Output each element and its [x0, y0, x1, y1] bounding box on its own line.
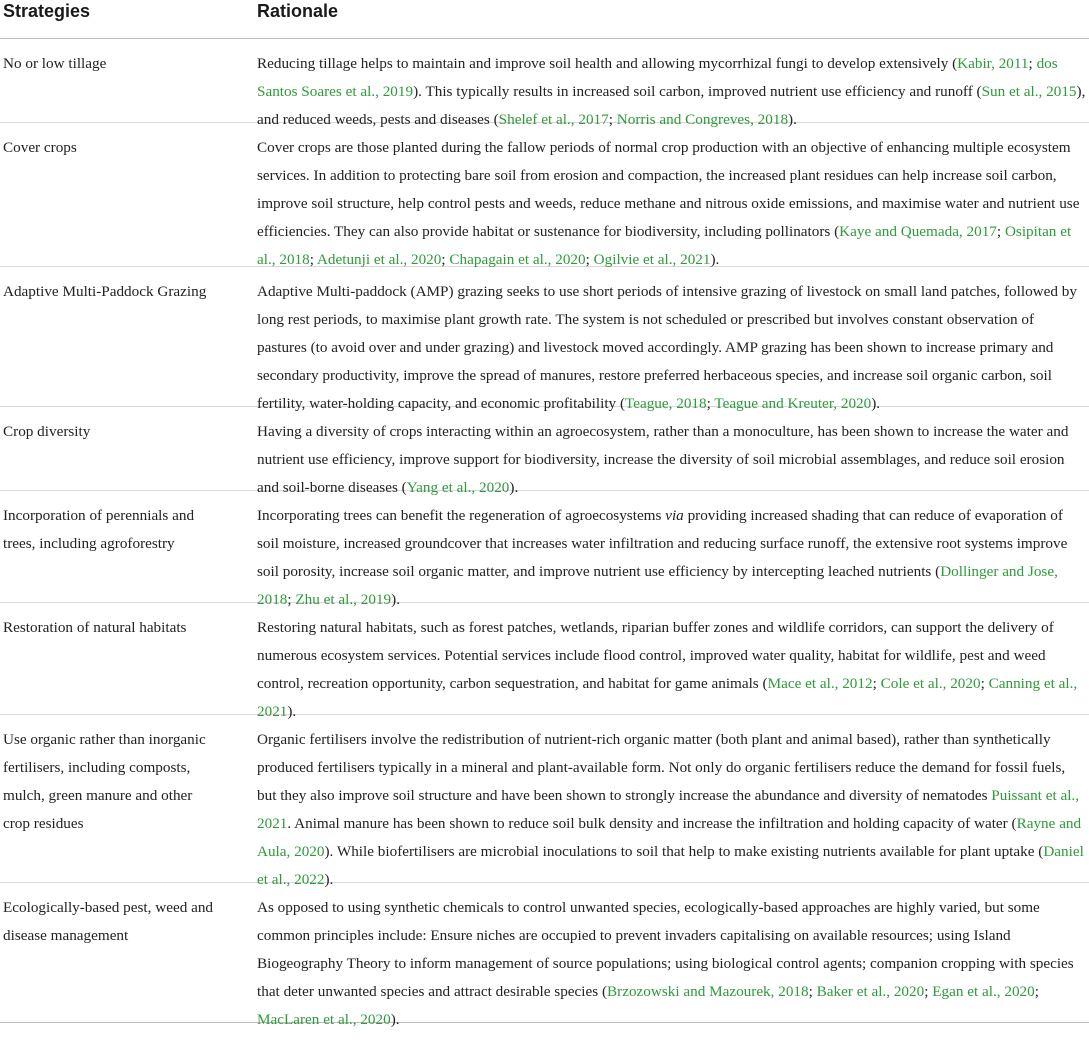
citation-link[interactable]: Yang et al., 2020 — [406, 479, 510, 496]
citation-link[interactable]: Brzozowski and Mazourek, 2018 — [607, 983, 809, 1000]
rationale-text: ), and reduced weeds, pests and diseases ( — [257, 83, 1086, 128]
citation-link[interactable]: Cole et al., 2020 — [880, 675, 981, 692]
rationale-text: ; — [585, 251, 594, 268]
rationale-cell — [257, 614, 1087, 720]
table-row — [0, 407, 1089, 496]
citation-link[interactable]: Adetunji et al., 2020 — [316, 251, 442, 268]
citation-link[interactable]: Norris and Congreves, 2018 — [616, 111, 789, 128]
citation-link[interactable]: Zhu et al., 2019 — [295, 591, 392, 608]
table-row — [0, 267, 1089, 412]
rationale-text: ). While biofertilisers are microbial inoculations to soil that help to make existing nutrients available for plant uptake ( — [324, 843, 1044, 860]
strategy-cell: Cover crops — [3, 139, 77, 156]
citation-link[interactable]: Puissant et al., 2021 — [257, 787, 1080, 832]
citation-link[interactable]: Chapagain et al., 2020 — [449, 251, 586, 268]
rationale-text: ; — [1034, 983, 1039, 1000]
header-strategies: Strategies — [3, 1, 91, 21]
table-body — [0, 39, 1089, 1028]
citation-link[interactable]: Osipitan et al., 2018 — [257, 223, 1072, 268]
rationale-cell — [257, 502, 1087, 608]
rationale-text: ; — [1028, 55, 1037, 72]
table-row — [0, 123, 1089, 267]
rationale-cell — [257, 50, 1087, 128]
strategy-cell: Adaptive Multi-Paddock Grazing — [3, 283, 207, 300]
rationale-text: ; — [980, 675, 989, 692]
rationale-text: Reducing tillage helps to maintain and improve soil health and allowing mycorrhizal fungi to develop extensively ( — [257, 55, 958, 72]
citation-link[interactable]: Mace et al., 2012 — [767, 675, 873, 692]
table-row — [0, 715, 1089, 888]
citation-link[interactable]: Kaye and Quemada, 2017 — [839, 223, 997, 240]
citation-link[interactable]: Rayne and Aula, 2020 — [257, 815, 1082, 860]
rationale-cell — [257, 894, 1087, 1028]
strategy-cell: Ecologically-based pest, weed and disease management — [3, 899, 214, 944]
rationale-text: Organic fertilisers involve the redistribution of nutrient-rich organic matter (both plant and animal based), rather than synthetically produced fertilisers typically in a mineral and plant-available form. Not only do organic fertilisers reduce the demand for fossil fuels, but they also improve soil structure and have been shown to strongly increase the abundance and diversity of nematodes — [257, 731, 1066, 804]
citation-link[interactable]: Sun et al., 2015 — [981, 83, 1077, 100]
citation-link[interactable]: MacLaren et al., 2020 — [257, 1011, 391, 1028]
citation-link[interactable]: Teague and Kreuter, 2020 — [714, 395, 872, 412]
rationale-text: ). — [788, 111, 797, 128]
rationale-text: ). This typically results in increased soil carbon, improved nutrient use efficiency and runoff ( — [413, 83, 982, 100]
strategy-cell: Crop diversity — [3, 423, 91, 440]
rationale-text: ; — [608, 111, 617, 128]
citation-link[interactable]: Shelef et al., 2017 — [498, 111, 609, 128]
header-rationale: Rationale — [257, 1, 339, 21]
rationale-cell — [257, 418, 1087, 496]
table-row — [0, 39, 1089, 128]
strategy-cell: Use organic rather than inorganic fertilisers, including composts, mulch, green manure and other crop residues — [3, 731, 206, 832]
citation-link[interactable]: Kabir, 2011 — [957, 55, 1029, 72]
rationale-text: ; — [808, 983, 817, 1000]
table-row — [0, 491, 1089, 608]
citation-link[interactable]: Daniel et al., 2022 — [257, 843, 1084, 888]
rationale-text: ; — [441, 251, 450, 268]
rationale-text: ). — [391, 591, 401, 608]
rationale-text: ; — [872, 675, 881, 692]
rationale-text: ). — [710, 251, 720, 268]
rationale-text: ; — [924, 983, 933, 1000]
table-row — [0, 883, 1089, 1028]
citation-link[interactable]: dos Santos Soares et al., 2019 — [257, 55, 1058, 100]
strategy-cell: Incorporation of perennials and trees, including agroforestry — [3, 507, 195, 552]
rationale-text: . Animal manure has been shown to reduce soil bulk density and increase the infiltration and holding capacity of water ( — [287, 815, 1017, 832]
rationale-text: providing increased shading that can reduce of evaporation of soil moisture, increased groundcover that increases water infiltration and reducing surface runoff, the extensive root systems improve soil porosity, increase soil organic matter, and improve nutrient use efficiency by intercepting leached nutrients ( — [257, 507, 1068, 580]
rationale-text: ; — [287, 591, 296, 608]
citation-link[interactable]: Canning et al., 2021 — [257, 675, 1078, 720]
rationale-text: ; — [706, 395, 715, 412]
citation-link[interactable]: Baker et al., 2020 — [816, 983, 925, 1000]
rationale-text: ; — [996, 223, 1005, 240]
table-row — [0, 603, 1089, 720]
strategy-cell: Restoration of natural habitats — [3, 619, 187, 636]
table-header — [0, 0, 1089, 39]
italic-text: via — [665, 507, 684, 524]
rationale-text: ). — [509, 479, 519, 496]
rationale-text: ). — [287, 703, 297, 720]
rationale-text: ). — [390, 1011, 400, 1028]
rationale-text: ). — [324, 871, 334, 888]
strategy-cell: No or low tillage — [3, 55, 107, 72]
rationale-text: Having a diversity of crops interacting within an agroecosystem, rather than a monoculture, has been shown to increase the water and nutrient use efficiency, improve support for biodiversity, increase the diversity of soil microbial assemblages, and reduce soil erosion and soil-borne diseases ( — [257, 423, 1069, 496]
rationale-text: Incorporating trees can benefit the regeneration of agroecosystems — [257, 507, 666, 524]
rationale-text: Restoring natural habitats, such as forest patches, wetlands, riparian buffer zones and wildlife corridors, can support the delivery of numerous ecosystem services. Potential services include flood control, improved water quality, habitat for wildlife, pest and weed control, recreation opportunity, carbon sequestration, and habitat for game animals ( — [257, 619, 1054, 692]
rationale-cell — [257, 134, 1087, 268]
rationale-cell — [257, 278, 1087, 412]
rationale-text: ). — [871, 395, 881, 412]
rationale-text: Cover crops are those planted during the fallow periods of normal crop production with an objective of enhancing multiple ecosystem services. In addition to protecting bare soil from erosion and compaction, the increased plant residues can help increase soil carbon, improve soil structure, help control pests and weeds, reduce methane and nitrous oxide emissions, and maximise water and nutrient use efficiencies. They can also provide habitat or sustenance for biodiversity, including pollinators ( — [257, 139, 1080, 240]
citation-link[interactable]: Teague, 2018 — [625, 395, 707, 412]
citation-link[interactable]: Dollinger and Jose, 2018 — [257, 563, 1058, 608]
rationale-text: Adaptive Multi-paddock (AMP) grazing seeks to use short periods of intensive grazing of livestock on small land patches, followed by long rest periods, to maximise plant growth rate. The system is not scheduled or prescribed but involves constant observation of pastures (to avoid over and under grazing) and livestock moved accordingly. AMP grazing has been shown to increase primary and secondary productivity, improve the spread of manures, restore preferred herbaceous species, and increase soil organic carbon, soil fertility, water-holding capacity, and economic profitability ( — [257, 283, 1077, 412]
rationale-cell — [257, 726, 1087, 888]
citation-link[interactable]: Ogilvie et al., 2021 — [593, 251, 711, 268]
rationale-text: As opposed to using synthetic chemicals to control unwanted species, ecologically-based approaches are highly varied, but some common principles include: Ensure niches are occupied to prevent invaders capitalising on available resources; using Island Biogeography Theory to inform management of source populations; using biological control agents; companion cropping with species that deter unwanted species and attract desirable species ( — [257, 899, 1074, 1000]
rationale-text: ; — [309, 251, 317, 268]
citation-link[interactable]: Egan et al., 2020 — [932, 983, 1035, 1000]
